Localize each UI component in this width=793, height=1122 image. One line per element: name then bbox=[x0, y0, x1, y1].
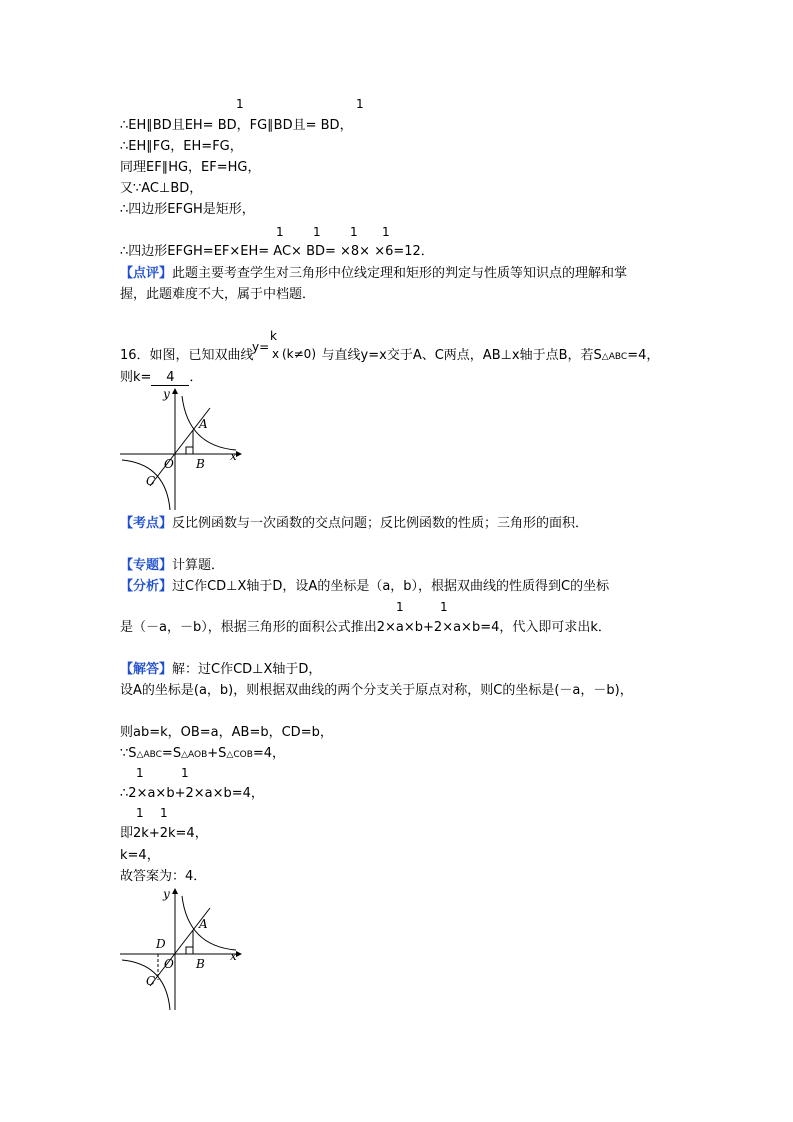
hyperbola-graph-1 bbox=[118, 388, 248, 513]
label-x: x bbox=[230, 949, 237, 963]
func-k: k bbox=[270, 329, 277, 343]
fraction-half: 1 bbox=[136, 806, 144, 820]
hyperbola-graph-2 bbox=[118, 888, 248, 1013]
label-A: A bbox=[199, 417, 208, 431]
fraction-half: 1 bbox=[350, 225, 358, 239]
answer-blank: 4 bbox=[151, 371, 189, 386]
review-line-1: 【点评】此题主要考查学生对三角形中位线定理和矩形的判定与性质等知识点的理解和掌 bbox=[120, 266, 628, 281]
fraction-half: 1 bbox=[356, 97, 364, 111]
question-16-answer: 则k= 4 ． bbox=[120, 370, 203, 385]
review-tag: 【点评】 bbox=[120, 266, 173, 281]
fraction-half: 1 bbox=[276, 225, 284, 239]
jieda-line-8: 故答案为：4． bbox=[120, 869, 207, 884]
jieda-line-4: ∵S△ABC=S△AOB+S△COB=4， bbox=[120, 746, 286, 761]
jieda-tag: 【解答】 bbox=[120, 662, 173, 677]
jieda-line-2: 设A的坐标是(a，b)，则根据双曲线的两个分支关于原点对称，则C的坐标是(－a，－b)， bbox=[120, 683, 633, 698]
fraction-half: 1 bbox=[160, 806, 168, 820]
proof-line-6: ∴四边形EFGH=EF×EH= AC× BD= ×8× ×6=12． bbox=[120, 244, 434, 259]
label-y: y bbox=[163, 887, 170, 901]
label-O: O bbox=[164, 457, 174, 471]
label-C: C bbox=[146, 974, 156, 988]
jieda-line-6: 即2k+2k=4， bbox=[120, 826, 208, 841]
zhuanti-tag: 【专题】 bbox=[120, 558, 173, 573]
fraction-half: 1 bbox=[136, 766, 144, 780]
fenxi-line-2: 是（－a，－b），根据三角形的面积公式推出2×a×b+2×a×b=4，代入即可求出k． bbox=[120, 620, 611, 635]
label-x: x bbox=[230, 449, 237, 463]
proof-line-5: ∴四边形EFGH是矩形， bbox=[120, 202, 255, 217]
proof-line-1: ∴EH∥BD且EH= BD，FG∥BD且= BD， bbox=[120, 118, 353, 133]
func-y: y= bbox=[252, 340, 270, 354]
fraction-half: 1 bbox=[236, 97, 244, 111]
label-B: B bbox=[196, 457, 205, 471]
jieda-line-3: 则ab=k，OB=a，AB=b，CD=b， bbox=[120, 725, 333, 740]
zhuanti-line: 【专题】计算题． bbox=[120, 558, 225, 573]
jieda-line-1: 【解答】解：过C作CD⊥X轴于D， bbox=[120, 662, 322, 677]
kaodian-line: 【考点】反比例函数与一次函数的交点问题；反比例函数的性质；三角形的面积． bbox=[120, 516, 589, 531]
jieda-line-7: k=4， bbox=[120, 848, 160, 863]
label-D: D bbox=[156, 937, 166, 951]
fraction-half: 1 bbox=[382, 225, 390, 239]
proof-line-4: 又∵AC⊥BD， bbox=[120, 181, 203, 196]
fenxi-line-1: 【分析】过C作CD⊥X轴于D，设A的坐标是（a，b），根据双曲线的性质得到C的坐标 bbox=[120, 579, 610, 594]
proof-line-3: 同理EF∥HG，EF=HG， bbox=[120, 160, 261, 175]
fraction-half: 1 bbox=[440, 600, 448, 614]
func-x: x bbox=[272, 347, 280, 361]
proof-line-2: ∴EH∥FG，EH=FG， bbox=[120, 139, 243, 154]
question-16-text: 16．如图，已知双曲线 与直线y=x交于A、C两点，AB⊥x轴于点B，若S△ABC=4， bbox=[120, 348, 660, 363]
kaodian-tag: 【考点】 bbox=[120, 516, 173, 531]
label-C: C bbox=[146, 474, 156, 488]
func-cond: (k≠0) bbox=[282, 347, 317, 361]
fenxi-tag: 【分析】 bbox=[120, 579, 173, 594]
label-O: O bbox=[164, 957, 174, 971]
label-y: y bbox=[163, 387, 170, 401]
fraction-half: 1 bbox=[396, 600, 404, 614]
label-A: A bbox=[199, 917, 208, 931]
review-line-2: 握，此题难度不大，属于中档题． bbox=[120, 287, 316, 302]
jieda-line-5: ∴2×a×b+2×a×b=4， bbox=[120, 786, 264, 801]
label-B: B bbox=[196, 957, 205, 971]
fraction-half: 1 bbox=[313, 225, 321, 239]
fraction-half: 1 bbox=[181, 766, 189, 780]
